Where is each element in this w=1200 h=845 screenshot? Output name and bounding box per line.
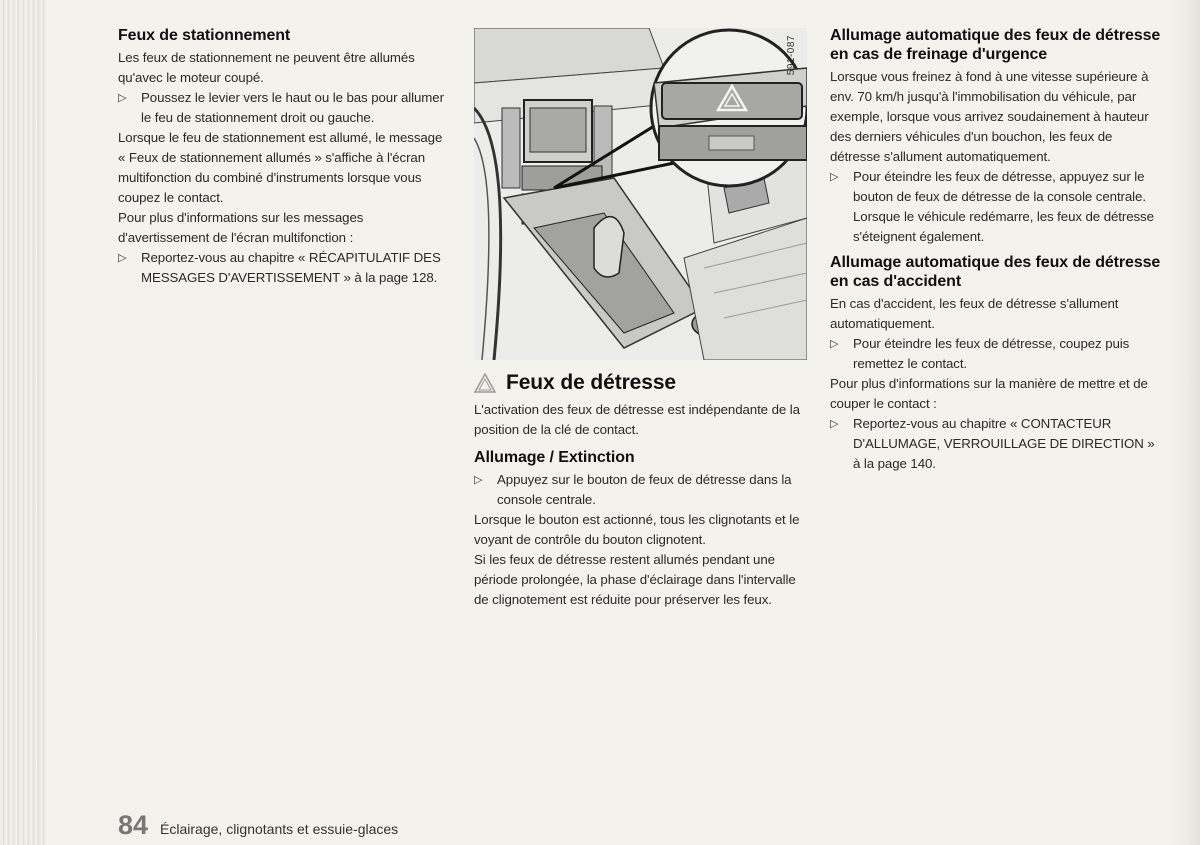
paragraph: L'activation des feux de détresse est indépendante de la position de la clé de contact. [474, 402, 800, 437]
paragraph: Pour plus d'informations sur les messages d'avertissement de l'écran multifonction : [118, 210, 364, 245]
instruction-text: Appuyez sur le bouton de feux de détresse dans la console centrale. [497, 472, 792, 507]
instruction-text: Reportez-vous au chapitre « CONTACTEUR D'ALLUMAGE, VERROUILLAGE DE DIRECTION » à la page 140. [853, 416, 1155, 471]
section-heading-emergency-braking: Allumage automatique des feux de détresse en cas de freinage d'urgence [830, 27, 1161, 63]
instruction-item [118, 248, 446, 288]
instruction-text: Reportez-vous au chapitre « RÉCAPITULATIF DES MESSAGES D'AVERTISSEMENT » à la page 128. [141, 250, 441, 285]
section-heading-parking-lights: Feux de stationnement [118, 27, 291, 44]
subheading-on-off: Allumage / Extinction [474, 449, 635, 466]
page-footer [118, 810, 398, 841]
bullet-arrow-icon: ▷ [830, 338, 839, 350]
bullet-arrow-icon: ▷ [830, 171, 839, 183]
hazard-triangle-icon [474, 373, 496, 393]
paragraph: En cas d'accident, les feux de détresse s'allument automatiquement. [830, 296, 1119, 331]
paragraph: Lorsque le véhicule redémarre, les feux de détresse s'éteignent également. [853, 209, 1154, 244]
paragraph: Lorsque le feu de stationnement est allumé, le message « Feux de stationnement allumés » s'affiche à l'écran multifonction du combiné d'instruments lorsque vous coupez le contact. [118, 130, 443, 205]
instruction-item [118, 88, 446, 128]
section-heading-hazard-lights [474, 370, 809, 396]
middle-column [474, 370, 809, 610]
center-console-drawing [474, 28, 807, 360]
bullet-arrow-icon: ▷ [118, 92, 127, 104]
instruction-text: Pour éteindre les feux de détresse, coupez puis remettez le contact. [853, 336, 1130, 371]
figure-code: 591-087 [786, 35, 797, 76]
hazard-lights-title: Feux de détresse [506, 371, 676, 394]
chapter-title: Éclairage, clignotants et essuie-glaces [160, 821, 399, 837]
book-page-edge-left [0, 0, 46, 845]
right-column [830, 26, 1165, 474]
bullet-arrow-icon: ▷ [830, 418, 839, 430]
paragraph: Pour plus d'informations sur la manière de mettre et de couper le contact : [830, 376, 1148, 411]
book-page-edge-right [1170, 0, 1200, 845]
dashboard-illustration [474, 28, 807, 360]
paragraph: Les feux de stationnement ne peuvent être allumés qu'avec le moteur coupé. [118, 50, 415, 85]
paragraph: Lorsque le bouton est actionné, tous les clignotants et le voyant de contrôle du bouton clignotent. [474, 512, 800, 547]
paragraph: Si les feux de détresse restent allumés pendant une période prolongée, la phase d'éclairage dans l'intervalle de clignotement est réduite pour préserver les feux. [474, 552, 796, 607]
instruction-item [830, 334, 1165, 374]
instruction-item [830, 414, 1165, 474]
left-column [118, 26, 446, 288]
page-number: 84 [118, 810, 149, 840]
section-heading-accident: Allumage automatique des feux de détresse en cas d'accident [830, 254, 1161, 290]
instruction-text: Pour éteindre les feux de détresse, appuyez sur le bouton de feux de détresse de la console centrale. [853, 169, 1146, 204]
bullet-arrow-icon: ▷ [474, 474, 483, 486]
instruction-text: Poussez le levier vers le haut ou le bas pour allumer le feu de stationnement droit ou gauche. [141, 90, 444, 125]
paragraph: Lorsque vous freinez à fond à une vitesse supérieure à env. 70 km/h jusqu'à l'immobilisation du véhicule, par exemple, lorsque vous arrivez soudainement à hauteur des derniers véhicules d'un bouchon, les feux de détresse s'allument automatiquement. [830, 69, 1149, 164]
bullet-arrow-icon: ▷ [118, 252, 127, 264]
instruction-item [474, 470, 809, 510]
instruction-item [830, 167, 1165, 207]
